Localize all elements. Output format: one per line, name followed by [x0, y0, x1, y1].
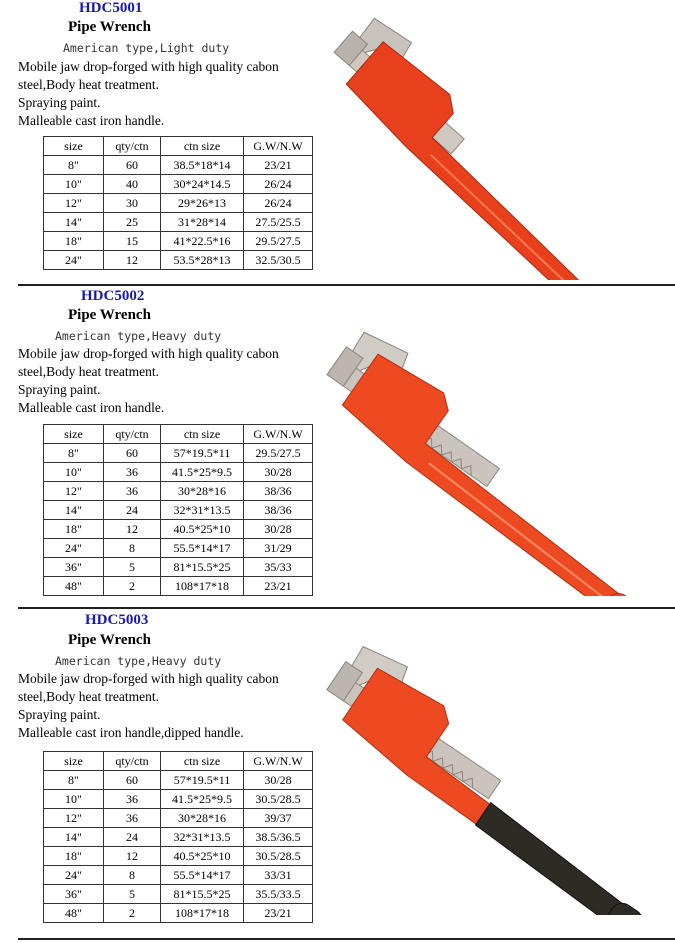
cell-weight: 38/36: [244, 501, 313, 520]
cell-size: 14": [44, 828, 104, 847]
col-qty: qty/ctn: [104, 425, 161, 444]
cell-size: 8": [44, 156, 104, 175]
table-row: [44, 251, 313, 270]
cell-qty: 60: [104, 444, 161, 463]
desc-line: steel,Body heat treatment.: [18, 689, 159, 704]
cell-size: 24": [44, 251, 104, 270]
cell-ctn-size: 29*26*13: [161, 194, 244, 213]
cell-size: 36": [44, 558, 104, 577]
cell-ctn-size: 30*28*16: [161, 809, 244, 828]
desc-line: Spraying paint.: [18, 707, 101, 722]
table-row: [44, 577, 313, 596]
cell-size: 8": [44, 771, 104, 790]
table-row: [44, 885, 313, 904]
cell-ctn-size: 108*17*18: [161, 904, 244, 923]
section-divider: [18, 938, 675, 940]
cell-qty: 36: [104, 482, 161, 501]
col-qty: qty/ctn: [104, 137, 161, 156]
cell-size: 18": [44, 847, 104, 866]
table-row: [44, 444, 313, 463]
cell-weight: 31/29: [244, 539, 313, 558]
cell-ctn-size: 53.5*28*13: [161, 251, 244, 270]
cell-ctn-size: 32*31*13.5: [161, 828, 244, 847]
product-title: Pipe Wrench: [68, 19, 151, 35]
cell-weight: 30/28: [244, 771, 313, 790]
product-subtitle: American type,Light duty: [63, 41, 230, 55]
cell-size: 10": [44, 790, 104, 809]
wrench-body: [336, 39, 620, 280]
cell-size: 10": [44, 463, 104, 482]
cell-qty: 2: [104, 904, 161, 923]
cell-qty: 36: [104, 463, 161, 482]
cell-size: 24": [44, 866, 104, 885]
col-size: size: [44, 752, 104, 771]
col-weight: G.W/N.W: [244, 137, 313, 156]
cell-qty: 40: [104, 175, 161, 194]
cell-ctn-size: 40.5*25*10: [161, 847, 244, 866]
spec-table: [43, 751, 313, 923]
cell-weight: 29.5/27.5: [244, 444, 313, 463]
wrench-body: [336, 663, 525, 827]
desc-line: Malleable cast iron handle.: [18, 400, 165, 415]
product-code: HDC5002: [81, 288, 145, 304]
table-header-row: [44, 137, 313, 156]
col-ctn-size: ctn size: [161, 137, 244, 156]
cell-ctn-size: 57*19.5*11: [161, 771, 244, 790]
product-code: HDC5003: [85, 612, 149, 628]
cell-size: 36": [44, 885, 104, 904]
product-subtitle: American type,Heavy duty: [55, 654, 222, 668]
cell-size: 48": [44, 577, 104, 596]
cell-qty: 24: [104, 828, 161, 847]
table-row: [44, 520, 313, 539]
cell-weight: 30.5/28.5: [244, 847, 313, 866]
pipe-wrench-dipped-handle-image: [325, 625, 675, 915]
table-row: [44, 213, 313, 232]
col-size: size: [44, 425, 104, 444]
cell-weight: 26/24: [244, 175, 313, 194]
product-description: [18, 670, 318, 742]
cell-size: 18": [44, 232, 104, 251]
section-divider: [18, 607, 675, 609]
product-code: HDC5001: [79, 0, 143, 16]
cell-size: 12": [44, 194, 104, 213]
cell-weight: 27.5/25.5: [244, 213, 313, 232]
cell-size: 12": [44, 482, 104, 501]
desc-line: Malleable cast iron handle.: [18, 113, 165, 128]
cell-qty: 60: [104, 771, 161, 790]
cell-ctn-size: 55.5*14*17: [161, 866, 244, 885]
spec-table: [43, 424, 313, 596]
cell-weight: 30/28: [244, 520, 313, 539]
table-row: [44, 175, 313, 194]
cell-qty: 12: [104, 847, 161, 866]
table-row: [44, 847, 313, 866]
cell-ctn-size: 40.5*25*10: [161, 520, 244, 539]
table-row: [44, 194, 313, 213]
cell-qty: 36: [104, 809, 161, 828]
cell-qty: 8: [104, 866, 161, 885]
cell-ctn-size: 81*15.5*25: [161, 558, 244, 577]
product-description: [18, 58, 318, 130]
cell-ctn-size: 108*17*18: [161, 577, 244, 596]
dipped-grip: [472, 803, 628, 915]
product-hdc5001: [0, 0, 675, 285]
cell-qty: 25: [104, 213, 161, 232]
table-row: [44, 771, 313, 790]
cell-qty: 5: [104, 558, 161, 577]
cell-weight: 30/28: [244, 463, 313, 482]
pipe-wrench-light-duty-image: [325, 10, 675, 280]
cell-qty: 30: [104, 194, 161, 213]
table-row: [44, 904, 313, 923]
cell-size: 10": [44, 175, 104, 194]
cell-qty: 5: [104, 885, 161, 904]
cell-qty: 12: [104, 251, 161, 270]
product-subtitle: American type,Heavy duty: [55, 329, 222, 343]
col-ctn-size: ctn size: [161, 752, 244, 771]
table-row: [44, 482, 313, 501]
cell-weight: 33/31: [244, 866, 313, 885]
cell-weight: 23/21: [244, 577, 313, 596]
cell-weight: 30.5/28.5: [244, 790, 313, 809]
cell-ctn-size: 41.5*25*9.5: [161, 790, 244, 809]
cell-ctn-size: 81*15.5*25: [161, 885, 244, 904]
table-header-row: [44, 425, 313, 444]
table-row: [44, 828, 313, 847]
product-hdc5003: [0, 610, 675, 943]
table-row: [44, 539, 313, 558]
desc-line: Spraying paint.: [18, 95, 101, 110]
desc-line: Mobile jaw drop-forged with high quality cabon: [18, 59, 279, 74]
cell-weight: 38.5/36.5: [244, 828, 313, 847]
cell-weight: 32.5/30.5: [244, 251, 313, 270]
cell-ctn-size: 30*24*14.5: [161, 175, 244, 194]
desc-line: Spraying paint.: [18, 382, 101, 397]
desc-line: steel,Body heat treatment.: [18, 77, 159, 92]
cell-weight: 39/37: [244, 809, 313, 828]
cell-size: 12": [44, 809, 104, 828]
cell-weight: 38/36: [244, 482, 313, 501]
table-row: [44, 558, 313, 577]
cell-weight: 23/21: [244, 156, 313, 175]
cell-qty: 60: [104, 156, 161, 175]
cell-qty: 24: [104, 501, 161, 520]
col-weight: G.W/N.W: [244, 425, 313, 444]
cell-ctn-size: 41.5*25*9.5: [161, 463, 244, 482]
cell-size: 14": [44, 501, 104, 520]
cell-ctn-size: 30*28*16: [161, 482, 244, 501]
table-row: [44, 156, 313, 175]
cell-qty: 2: [104, 577, 161, 596]
cell-size: 18": [44, 520, 104, 539]
desc-line: steel,Body heat treatment.: [18, 364, 159, 379]
table-row: [44, 232, 313, 251]
spec-table: [43, 136, 313, 270]
cell-size: 24": [44, 539, 104, 558]
desc-line: Malleable cast iron handle,dipped handle.: [18, 725, 244, 740]
pipe-wrench-heavy-duty-image: [325, 306, 675, 596]
cell-ctn-size: 55.5*14*17: [161, 539, 244, 558]
cell-size: 48": [44, 904, 104, 923]
cell-ctn-size: 31*28*14: [161, 213, 244, 232]
col-size: size: [44, 137, 104, 156]
cell-weight: 35.5/33.5: [244, 885, 313, 904]
table-row: [44, 866, 313, 885]
cell-ctn-size: 57*19.5*11: [161, 444, 244, 463]
product-title: Pipe Wrench: [68, 632, 151, 648]
cell-qty: 36: [104, 790, 161, 809]
col-qty: qty/ctn: [104, 752, 161, 771]
product-title: Pipe Wrench: [68, 307, 151, 323]
col-weight: G.W/N.W: [244, 752, 313, 771]
product-description: [18, 345, 318, 417]
table-row: [44, 463, 313, 482]
cell-ctn-size: 38.5*18*14: [161, 156, 244, 175]
table-header-row: [44, 752, 313, 771]
cell-size: 14": [44, 213, 104, 232]
desc-line: Mobile jaw drop-forged with high quality cabon: [18, 671, 279, 686]
cell-size: 8": [44, 444, 104, 463]
cell-ctn-size: 32*31*13.5: [161, 501, 244, 520]
cell-weight: 29.5/27.5: [244, 232, 313, 251]
table-row: [44, 790, 313, 809]
cell-weight: 26/24: [244, 194, 313, 213]
product-hdc5002: [0, 286, 675, 608]
cell-weight: 35/33: [244, 558, 313, 577]
cell-qty: 8: [104, 539, 161, 558]
table-row: [44, 809, 313, 828]
desc-line: Mobile jaw drop-forged with high quality cabon: [18, 346, 279, 361]
col-ctn-size: ctn size: [161, 425, 244, 444]
cell-qty: 12: [104, 520, 161, 539]
cell-weight: 23/21: [244, 904, 313, 923]
cell-qty: 15: [104, 232, 161, 251]
cell-ctn-size: 41*22.5*16: [161, 232, 244, 251]
table-row: [44, 501, 313, 520]
